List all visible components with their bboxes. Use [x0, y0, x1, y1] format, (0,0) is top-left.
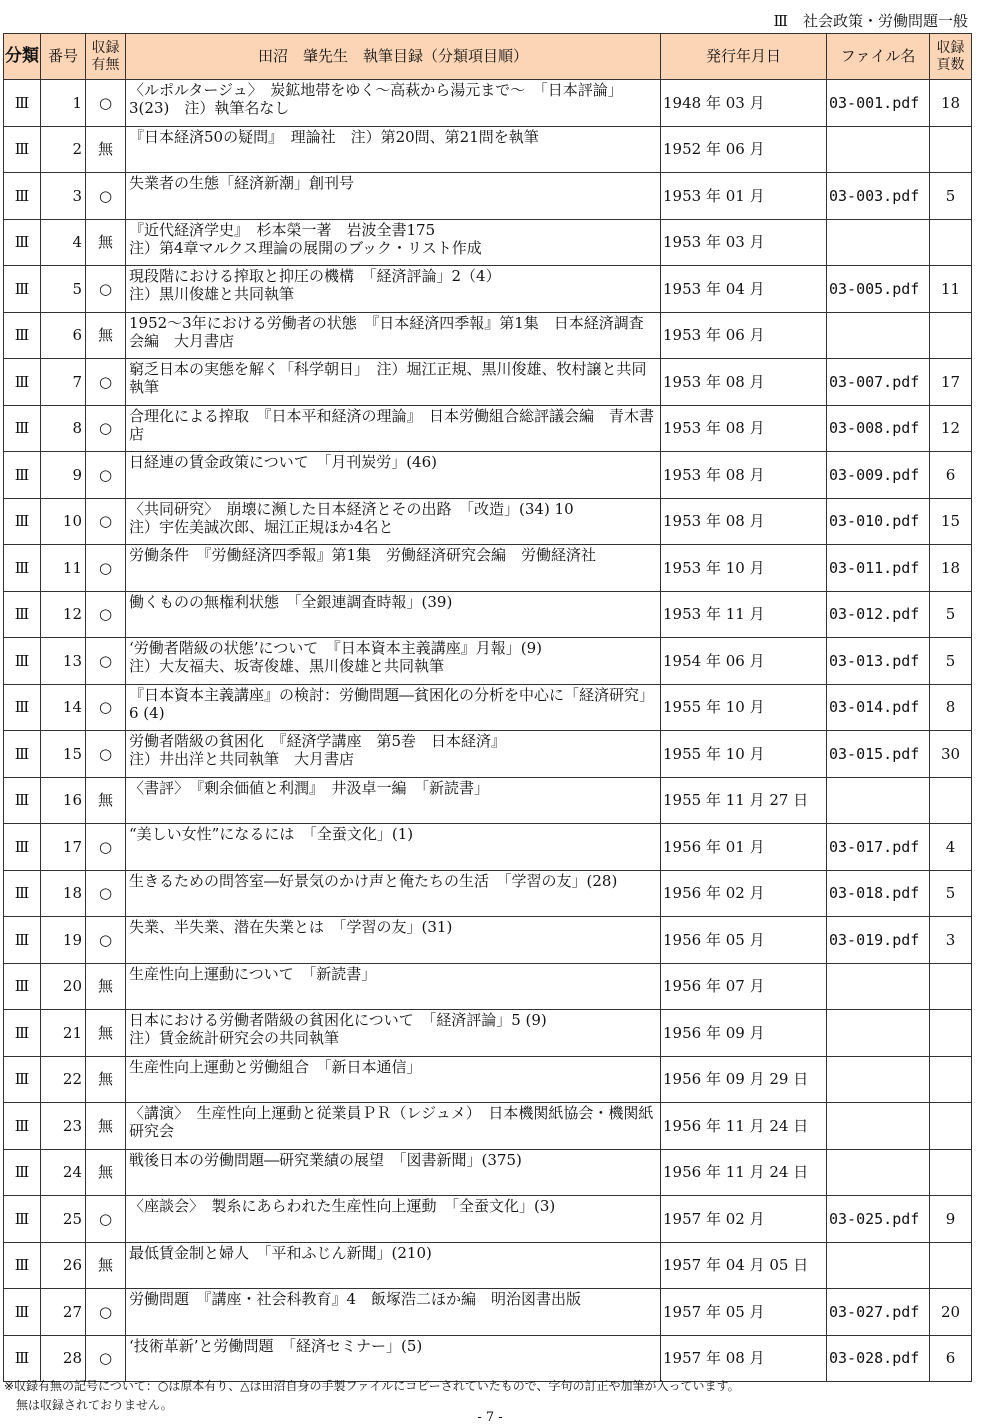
- table-row: [4, 266, 972, 313]
- cell-recorded: ○: [86, 684, 126, 731]
- cell-pages: 30: [930, 731, 972, 778]
- cell-number: 24: [41, 1149, 86, 1196]
- cell-category: Ⅲ: [4, 405, 41, 452]
- cell-number: 22: [41, 1056, 86, 1103]
- cell-pages: 12: [930, 405, 972, 452]
- cell-number: 8: [41, 405, 86, 452]
- cell-recorded: ○: [86, 173, 126, 220]
- cell-category: Ⅲ: [4, 545, 41, 592]
- cell-number: 5: [41, 266, 86, 313]
- cell-category: Ⅲ: [4, 80, 41, 127]
- cell-category: Ⅲ: [4, 1196, 41, 1243]
- cell-number: 17: [41, 824, 86, 871]
- cell-category: Ⅲ: [4, 684, 41, 731]
- cell-number: 1: [41, 80, 86, 127]
- cell-category: Ⅲ: [4, 173, 41, 220]
- cell-recorded: ○: [86, 1335, 126, 1382]
- cell-date: 1957 年 04 月 05 日: [661, 1242, 827, 1289]
- cell-date: 1953 年 04 月: [661, 266, 827, 313]
- cell-category: Ⅲ: [4, 312, 41, 359]
- cell-pages: 8: [930, 684, 972, 731]
- cell-number: 23: [41, 1103, 86, 1150]
- cell-pages: [930, 1103, 972, 1150]
- cell-category: Ⅲ: [4, 824, 41, 871]
- cell-title: 失業者の生態「経済新潮」創刊号: [126, 173, 661, 220]
- cell-title: 〈講演〉 生産性向上運動と従業員ＰＲ（レジュメ） 日本機関紙協会・機関紙研究会: [126, 1103, 661, 1150]
- cell-date: 1956 年 11 月 24 日: [661, 1149, 827, 1196]
- cell-title: 1952～3年における労働者の状態 『日本経済四季報』第1集 日本経済調査会編 大月書店: [126, 312, 661, 359]
- cell-file: 03-005.pdf: [827, 266, 930, 313]
- cell-date: 1956 年 09 月 29 日: [661, 1056, 827, 1103]
- cell-file: [827, 1010, 930, 1057]
- cell-date: 1956 年 01 月: [661, 824, 827, 871]
- table-row: [4, 452, 972, 499]
- cell-pages: 4: [930, 824, 972, 871]
- cell-number: 2: [41, 126, 86, 173]
- cell-date: 1956 年 07 月: [661, 963, 827, 1010]
- cell-recorded: ○: [86, 80, 126, 127]
- table-row: [4, 219, 972, 266]
- cell-category: Ⅲ: [4, 777, 41, 824]
- cell-pages: 9: [930, 1196, 972, 1243]
- header-pages: 収録 頁数: [930, 34, 972, 80]
- cell-category: Ⅲ: [4, 1056, 41, 1103]
- cell-date: 1953 年 08 月: [661, 498, 827, 545]
- cell-number: 25: [41, 1196, 86, 1243]
- cell-file: 03-008.pdf: [827, 405, 930, 452]
- cell-title: “美しい女性”になるには 「全蚕文化」(1): [126, 824, 661, 871]
- cell-title: 日経連の賃金政策について 「月刊炭労」(46): [126, 452, 661, 499]
- cell-recorded: 無: [86, 1056, 126, 1103]
- cell-number: 27: [41, 1289, 86, 1336]
- cell-date: 1953 年 06 月: [661, 312, 827, 359]
- header-category: 分類: [4, 34, 41, 80]
- cell-date: 1953 年 08 月: [661, 452, 827, 499]
- cell-recorded: 無: [86, 1010, 126, 1057]
- cell-category: Ⅲ: [4, 219, 41, 266]
- cell-recorded: ○: [86, 266, 126, 313]
- cell-number: 14: [41, 684, 86, 731]
- cell-date: 1955 年 11 月 27 日: [661, 777, 827, 824]
- cell-title: 労働者階級の貧困化 『経済学講座 第5巻 日本経済』 注）井出洋と共同執筆 大月書店: [126, 731, 661, 778]
- cell-category: Ⅲ: [4, 359, 41, 406]
- cell-number: 3: [41, 173, 86, 220]
- header-title: 田沼 肇先生 執筆目録（分類項目順）: [126, 34, 661, 80]
- header-number: 番号: [41, 34, 86, 80]
- cell-title: 合理化による搾取 『日本平和経済の理論』 日本労働組合総評議会編 青木書店: [126, 405, 661, 452]
- header-file: ファイル名: [827, 34, 930, 80]
- cell-title: 失業、半失業、潜在失業とは 「学習の友」(31): [126, 917, 661, 964]
- cell-category: Ⅲ: [4, 870, 41, 917]
- table-row: [4, 405, 972, 452]
- cell-category: Ⅲ: [4, 1289, 41, 1336]
- cell-file: 03-025.pdf: [827, 1196, 930, 1243]
- cell-date: 1957 年 08 月: [661, 1335, 827, 1382]
- cell-recorded: ○: [86, 824, 126, 871]
- footnote-line-1: ※収録有無の記号について：○は原本有り、△は田沼自身の手製ファイルにコピーされていたもので、字句の訂正や加筆が入っています。: [4, 1379, 740, 1393]
- table-row: [4, 1103, 972, 1150]
- cell-pages: [930, 963, 972, 1010]
- cell-category: Ⅲ: [4, 638, 41, 685]
- cell-date: 1953 年 03 月: [661, 219, 827, 266]
- cell-pages: [930, 1149, 972, 1196]
- table-row: [4, 963, 972, 1010]
- cell-file: 03-014.pdf: [827, 684, 930, 731]
- table-row: [4, 80, 972, 127]
- cell-file: 03-028.pdf: [827, 1335, 930, 1382]
- cell-file: 03-017.pdf: [827, 824, 930, 871]
- cell-pages: [930, 777, 972, 824]
- cell-date: 1955 年 10 月: [661, 731, 827, 778]
- table-row: [4, 1289, 972, 1336]
- cell-file: [827, 777, 930, 824]
- cell-title: 最低賃金制と婦人 「平和ふじん新聞」(210): [126, 1242, 661, 1289]
- table-row: [4, 1242, 972, 1289]
- cell-title: 現段階における搾取と抑圧の機構 「経済評論」2（4） 注）黒川俊雄と共同執筆: [126, 266, 661, 313]
- cell-date: 1957 年 02 月: [661, 1196, 827, 1243]
- cell-recorded: ○: [86, 545, 126, 592]
- cell-title: 窮乏日本の実態を解く「科学朝日」 注）堀江正規、黒川俊雄、牧村譲と共同執筆: [126, 359, 661, 406]
- cell-date: 1957 年 05 月: [661, 1289, 827, 1336]
- cell-file: 03-011.pdf: [827, 545, 930, 592]
- table-row: [4, 824, 972, 871]
- cell-recorded: ○: [86, 917, 126, 964]
- cell-file: 03-009.pdf: [827, 452, 930, 499]
- cell-file: 03-010.pdf: [827, 498, 930, 545]
- cell-pages: [930, 312, 972, 359]
- cell-category: Ⅲ: [4, 917, 41, 964]
- cell-date: 1954 年 06 月: [661, 638, 827, 685]
- cell-pages: [930, 126, 972, 173]
- cell-file: [827, 1103, 930, 1150]
- cell-pages: 3: [930, 917, 972, 964]
- cell-title: 〈書評〉 『剰余価値と利潤』 井汲卓一編 「新読書」: [126, 777, 661, 824]
- cell-recorded: 無: [86, 219, 126, 266]
- cell-file: 03-027.pdf: [827, 1289, 930, 1336]
- cell-number: 10: [41, 498, 86, 545]
- footnote: [4, 1377, 740, 1414]
- cell-number: 6: [41, 312, 86, 359]
- cell-number: 13: [41, 638, 86, 685]
- cell-pages: 17: [930, 359, 972, 406]
- cell-number: 28: [41, 1335, 86, 1382]
- table-row: [4, 684, 972, 731]
- cell-recorded: ○: [86, 359, 126, 406]
- cell-pages: [930, 219, 972, 266]
- cell-recorded: 無: [86, 963, 126, 1010]
- cell-pages: 11: [930, 266, 972, 313]
- cell-recorded: ○: [86, 731, 126, 778]
- cell-title: 生産性向上運動について 「新読書」: [126, 963, 661, 1010]
- cell-number: 12: [41, 591, 86, 638]
- table-row: [4, 1335, 972, 1382]
- cell-date: 1956 年 11 月 24 日: [661, 1103, 827, 1150]
- cell-date: 1952 年 06 月: [661, 126, 827, 173]
- table-row: [4, 126, 972, 173]
- cell-file: 03-013.pdf: [827, 638, 930, 685]
- cell-title: 生きるための問答室―好景気のかけ声と俺たちの生活 「学習の友」(28): [126, 870, 661, 917]
- cell-number: 11: [41, 545, 86, 592]
- cell-recorded: 無: [86, 777, 126, 824]
- cell-number: 4: [41, 219, 86, 266]
- page-header: Ⅲ 社会政策・労働問題一般: [773, 12, 968, 30]
- cell-title: 生産性向上運動と労働組合 「新日本通信」: [126, 1056, 661, 1103]
- cell-category: Ⅲ: [4, 1242, 41, 1289]
- table-row: [4, 1010, 972, 1057]
- table-row: [4, 545, 972, 592]
- cell-pages: 5: [930, 591, 972, 638]
- cell-pages: 15: [930, 498, 972, 545]
- cell-file: [827, 1149, 930, 1196]
- table-row: [4, 1149, 972, 1196]
- footnote-line-2: 無は収録されておりません。: [16, 1397, 173, 1412]
- bibliography-table: [3, 33, 972, 1382]
- cell-date: 1956 年 05 月: [661, 917, 827, 964]
- cell-title: ‘労働者階級の状態’について 『日本資本主義講座』月報」(9) 注）大友福夫、坂寄俊雄、黒川俊雄と共同執筆: [126, 638, 661, 685]
- cell-recorded: ○: [86, 1196, 126, 1243]
- cell-category: Ⅲ: [4, 1149, 41, 1196]
- table-row: [4, 359, 972, 406]
- table-row: [4, 1056, 972, 1103]
- cell-title: 『日本資本主義講座』の検討：労働問題―貧困化の分析を中心に「経済研究」6 (4): [126, 684, 661, 731]
- cell-number: 19: [41, 917, 86, 964]
- cell-title: 〈ルポルタージュ〉 炭鉱地帯をゆく～高萩から湯元まで～ 「日本評論」3(23) 注）執筆名なし: [126, 80, 661, 127]
- cell-pages: 6: [930, 1335, 972, 1382]
- cell-pages: [930, 1010, 972, 1057]
- header-recorded: 収録 有無: [86, 34, 126, 80]
- cell-pages: 18: [930, 545, 972, 592]
- table-row: [4, 777, 972, 824]
- cell-category: Ⅲ: [4, 126, 41, 173]
- cell-recorded: 無: [86, 1149, 126, 1196]
- cell-recorded: ○: [86, 498, 126, 545]
- table-row: [4, 870, 972, 917]
- cell-file: 03-018.pdf: [827, 870, 930, 917]
- cell-date: 1948 年 03 月: [661, 80, 827, 127]
- cell-recorded: ○: [86, 870, 126, 917]
- table-row: [4, 731, 972, 778]
- cell-file: [827, 1242, 930, 1289]
- table-row: [4, 1196, 972, 1243]
- cell-file: 03-015.pdf: [827, 731, 930, 778]
- cell-category: Ⅲ: [4, 1335, 41, 1382]
- cell-title: 戦後日本の労働問題―研究業績の展望 「図書新聞」(375): [126, 1149, 661, 1196]
- cell-recorded: ○: [86, 1289, 126, 1336]
- cell-recorded: 無: [86, 1242, 126, 1289]
- cell-category: Ⅲ: [4, 1103, 41, 1150]
- cell-file: 03-001.pdf: [827, 80, 930, 127]
- table-row: [4, 917, 972, 964]
- cell-pages: 5: [930, 870, 972, 917]
- cell-recorded: 無: [86, 1103, 126, 1150]
- cell-date: 1955 年 10 月: [661, 684, 827, 731]
- cell-category: Ⅲ: [4, 266, 41, 313]
- cell-file: 03-003.pdf: [827, 173, 930, 220]
- cell-number: 20: [41, 963, 86, 1010]
- cell-recorded: 無: [86, 312, 126, 359]
- cell-file: 03-019.pdf: [827, 917, 930, 964]
- cell-file: [827, 963, 930, 1010]
- cell-category: Ⅲ: [4, 452, 41, 499]
- table-row: [4, 591, 972, 638]
- cell-file: 03-007.pdf: [827, 359, 930, 406]
- cell-pages: [930, 1242, 972, 1289]
- cell-date: 1953 年 10 月: [661, 545, 827, 592]
- cell-number: 26: [41, 1242, 86, 1289]
- table-row: [4, 312, 972, 359]
- cell-title: 〈共同研究〉 崩壊に瀕した日本経済とその出路 「改造」(34) 10 注）宇佐美誠次郎、堀江正規ほか4名と: [126, 498, 661, 545]
- cell-file: [827, 126, 930, 173]
- cell-title: 日本における労働者階級の貧困化について 「経済評論」5 (9) 注）賃金統計研究会の共同執筆: [126, 1010, 661, 1057]
- cell-file: 03-012.pdf: [827, 591, 930, 638]
- cell-recorded: ○: [86, 452, 126, 499]
- cell-file: [827, 1056, 930, 1103]
- cell-number: 7: [41, 359, 86, 406]
- cell-number: 9: [41, 452, 86, 499]
- cell-category: Ⅲ: [4, 498, 41, 545]
- cell-recorded: ○: [86, 591, 126, 638]
- cell-number: 18: [41, 870, 86, 917]
- cell-title: 『近代経済学史』 杉本榮一著 岩波全書175 注）第4章マルクス理論の展開のブック・リスト作成: [126, 219, 661, 266]
- cell-recorded: ○: [86, 405, 126, 452]
- cell-pages: 20: [930, 1289, 972, 1336]
- cell-title: 労働条件 『労働経済四季報』第1集 労働経済研究会編 労働経済社: [126, 545, 661, 592]
- cell-date: 1953 年 08 月: [661, 359, 827, 406]
- cell-date: 1956 年 09 月: [661, 1010, 827, 1057]
- cell-number: 15: [41, 731, 86, 778]
- cell-file: [827, 219, 930, 266]
- cell-category: Ⅲ: [4, 963, 41, 1010]
- cell-file: [827, 312, 930, 359]
- cell-category: Ⅲ: [4, 591, 41, 638]
- cell-pages: 18: [930, 80, 972, 127]
- cell-pages: [930, 1056, 972, 1103]
- table-row: [4, 638, 972, 685]
- cell-title: 〈座談会〉 製糸にあらわれた生産性向上運動 「全蚕文化」(3): [126, 1196, 661, 1243]
- cell-title: 働くものの無権利状態 「全銀連調査時報」(39): [126, 591, 661, 638]
- cell-title: 『日本経済50の疑問』 理論社 注）第20問、第21問を執筆: [126, 126, 661, 173]
- table-header-row: [4, 34, 972, 80]
- cell-category: Ⅲ: [4, 731, 41, 778]
- cell-date: 1953 年 01 月: [661, 173, 827, 220]
- cell-title: 労働問題 『講座・社会科教育』4 飯塚浩二ほか編 明治図書出版: [126, 1289, 661, 1336]
- header-date: 発行年月日: [661, 34, 827, 80]
- page-number: - 7 -: [477, 1410, 503, 1425]
- cell-pages: 6: [930, 452, 972, 499]
- table-row: [4, 173, 972, 220]
- cell-date: 1956 年 02 月: [661, 870, 827, 917]
- cell-date: 1953 年 11 月: [661, 591, 827, 638]
- cell-number: 21: [41, 1010, 86, 1057]
- cell-pages: 5: [930, 173, 972, 220]
- cell-recorded: ○: [86, 638, 126, 685]
- cell-recorded: 無: [86, 126, 126, 173]
- table-row: [4, 498, 972, 545]
- cell-title: ‘技術革新’と労働問題 「経済セミナー」(5): [126, 1335, 661, 1382]
- cell-date: 1953 年 08 月: [661, 405, 827, 452]
- cell-category: Ⅲ: [4, 1010, 41, 1057]
- cell-pages: 5: [930, 638, 972, 685]
- cell-number: 16: [41, 777, 86, 824]
